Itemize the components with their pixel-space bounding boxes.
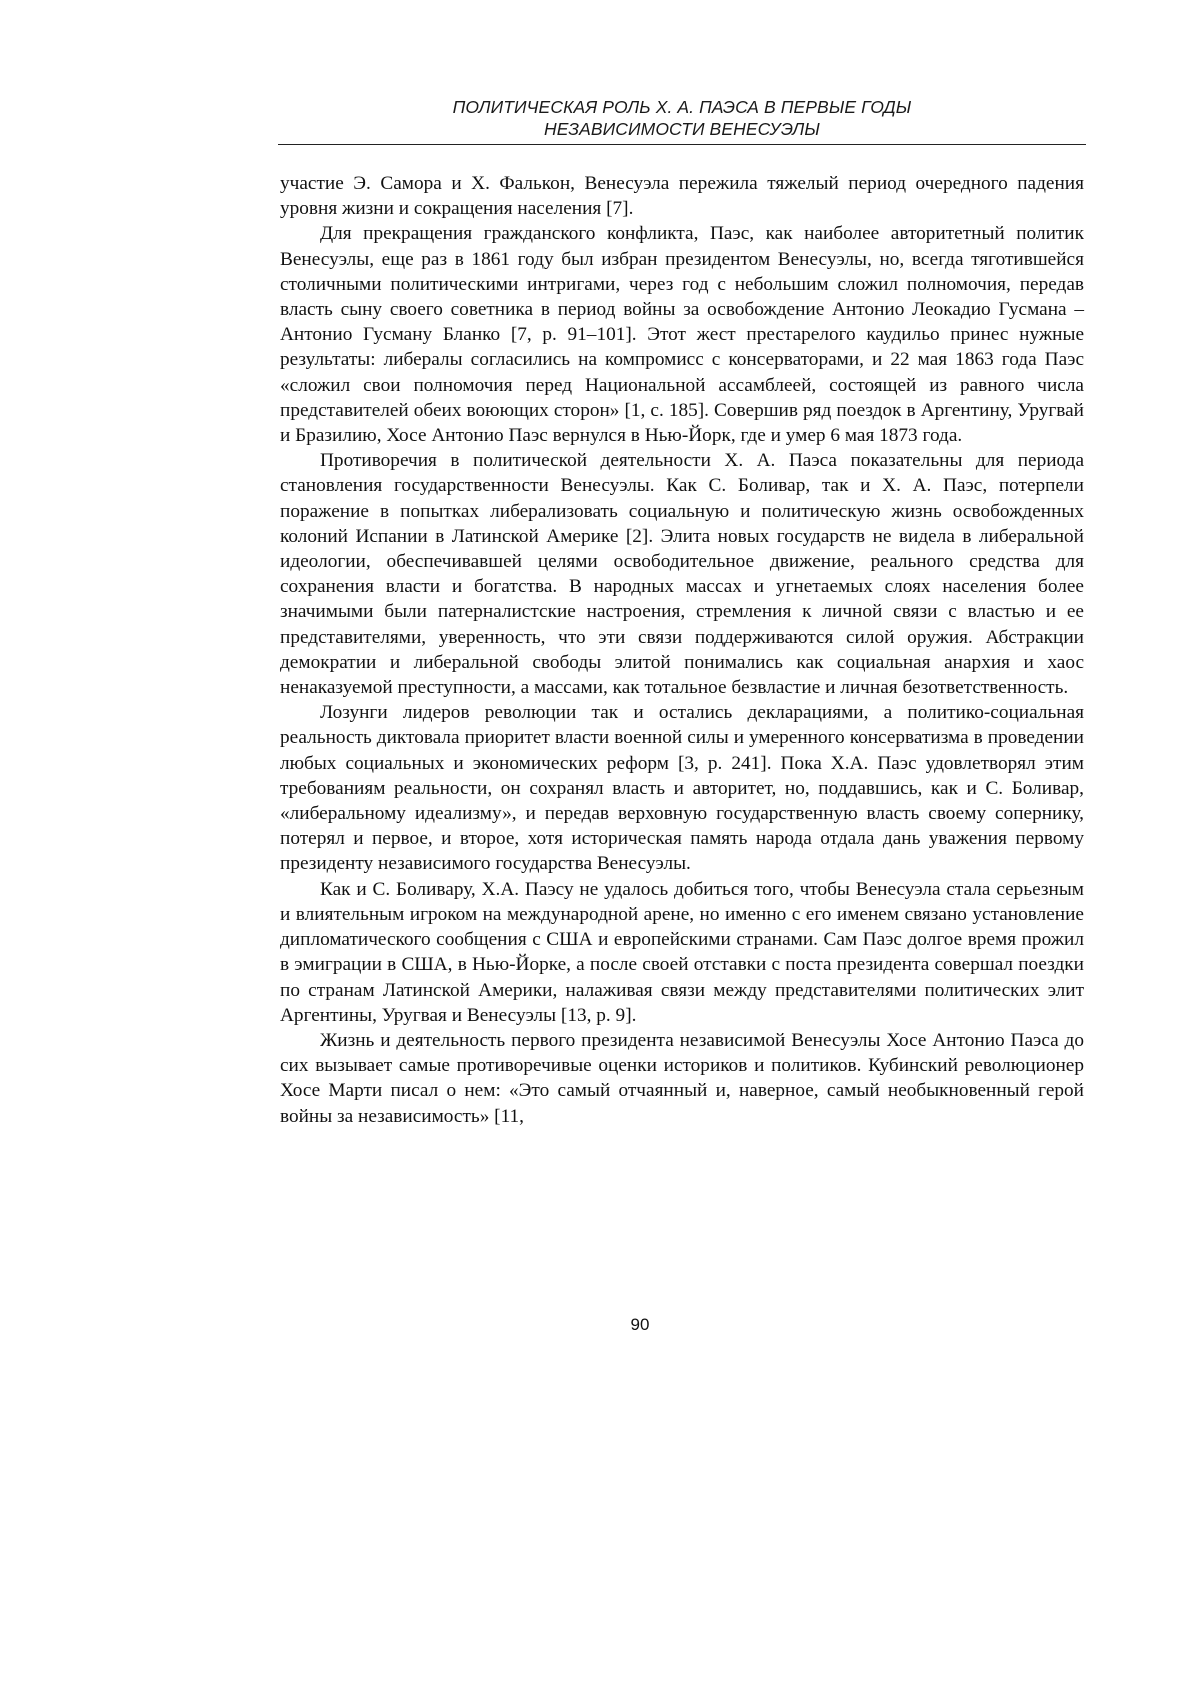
- paragraph-5: Как и С. Боливару, Х.А. Паэсу не удалось добиться того, чтобы Венесуэла стала серьезным и влиятельным игроком на международной арене, но именно с его именем связано установление дипломатического сообщения с США и европейскими странами. Сам Паэс долгое время прожил в эмиграции в США, в Нью-Йорке, а после своей отставки с поста президента совершал поездки по странам Латинской Америки, налаживая связи между представителями политических элит Аргентины, Уругвая и Венесуэлы [13, р. 9].: [280, 877, 1084, 1028]
- running-header: [278, 96, 1086, 140]
- running-header-line-2: НЕЗАВИСИМОСТИ ВЕНЕСУЭЛЫ: [278, 118, 1086, 140]
- paragraph-4: Лозунги лидеров революции так и остались декларациями, а политико-социальная реальность диктовала приоритет власти военной силы и умеренного консерватизма в проведении любых социальных и экономических реформ [3, р. 241]. Пока Х.А. Паэс удовлетворял этим требованиям реальности, он сохранял власть и авторитет, но, поддавшись, как и С. Боливар, «либеральному идеализму», и передав верховную государственную власть своему сопернику, потерял и первое, и второе, хотя историческая память народа отдала дань уважения первому президенту независимого государства Венесуэлы.: [280, 700, 1084, 876]
- paragraph-3: Противоречия в политической деятельности Х. А. Паэса показательны для периода становления государственности Венесуэлы. Как С. Боливар, так и Х. А. Паэс, потерпели поражение в попытках либерализовать социальную и политическую жизнь освобожденных колоний Испании в Латинской Америке [2]. Элита новых государств не видела в либеральной идеологии, обеспечивавшей целями освободительное движение, реального средства для сохранения власти и богатства. В народных массах и угнетаемых слоях населения более значимыми были патерналистские настроения, стремления к личной связи с властью и ее представителями, уверенность, что эти связи поддерживаются силой оружия. Абстракции демократии и либеральной свободы элитой понимались как социальная анархия и хаос ненаказуемой преступности, а массами, как тотальное безвластие и личная безответственность.: [280, 448, 1084, 700]
- document-page: [0, 0, 1200, 1697]
- running-header-line-1: ПОЛИТИЧЕСКАЯ РОЛЬ Х. А. ПАЭСА В ПЕРВЫЕ ГОДЫ: [278, 96, 1086, 118]
- header-rule: [278, 144, 1086, 145]
- paragraph-6: Жизнь и деятельность первого президента независимой Венесуэлы Хосе Антонио Паэса до сих вызывает самые противоречивые оценки историков и политиков. Кубинский революционер Хосе Марти писал о нем: «Это самый отчаянный и, наверное, самый необыкновенный герой войны за независимость» [11,: [280, 1028, 1084, 1129]
- page-number: 90: [600, 1315, 680, 1335]
- paragraph-2: Для прекращения гражданского конфликта, Паэс, как наиболее авторитетный политик Венесуэлы, еще раз в 1861 году был избран президентом Венесуэлы, но, всегда тяготившейся столичными политическими интригами, через год с небольшим сложил полномочия, передав власть сыну своего советника в период войны за освобождение Антонио Леокадио Гусмана – Антонио Гусману Бланко [7, р. 91–101]. Этот жест престарелого каудильо принес нужные результаты: либералы согласились на компромисс с консерваторами, и 22 мая 1863 года Паэс «сложил свои полномочия перед Национальной ассамблеей, состоящей из равного числа представителей обеих воюющих сторон» [1, с. 185]. Совершив ряд поездок в Аргентину, Уругвай и Бразилию, Хосе Антонио Паэс вернулся в Нью-Йорк, где и умер 6 мая 1873 года.: [280, 221, 1084, 448]
- paragraph-1: участие Э. Самора и Х. Фалькон, Венесуэла пережила тяжелый период очередного падения уровня жизни и сокращения населения [7].: [280, 171, 1084, 221]
- body-text: [280, 171, 1084, 1129]
